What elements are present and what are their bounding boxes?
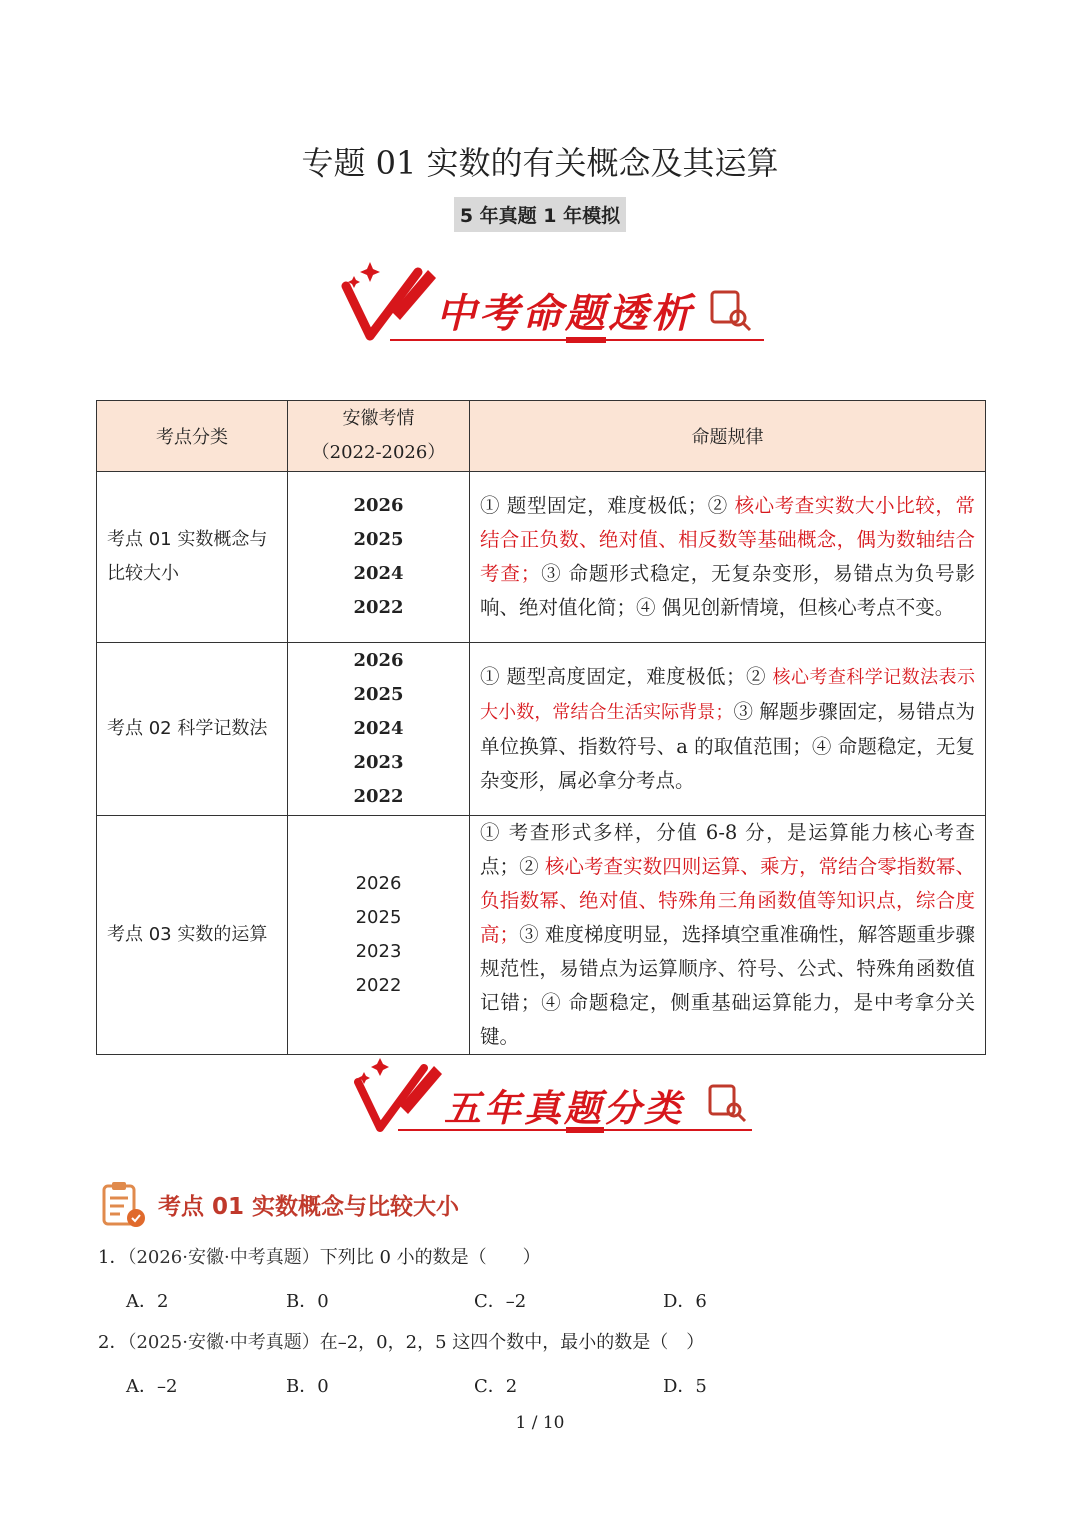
option-b: B．0 — [286, 1291, 329, 1312]
option-c: C．–2 — [474, 1291, 527, 1312]
header-category: 考点分类 — [97, 401, 288, 472]
question-1: 1．（2026·安徽·中考真题）下列比 0 小的数是（ ） — [98, 1247, 541, 1268]
analysis-banner — [340, 252, 770, 348]
category-cell: 考点 02 科学记数法 — [97, 643, 288, 816]
rule-cell: ① 题型固定，难度极低；② 核心考查实数大小比较，常结合正负数、绝对值、相反数等基础概念，偶为数轴结合考查；③ 命题形式稳定，无复杂变形，易错点为负号影响、绝对值化简；④ 偶见创新情境，但核心考点不变。 — [470, 472, 986, 643]
option-a: A．2 — [126, 1291, 169, 1312]
section-title: 考点 01 实数概念与比较大小 — [158, 1194, 460, 1220]
years-cell: 2026 2025 2023 2022 — [288, 816, 470, 1055]
table-row — [97, 816, 986, 1055]
rule-cell: ① 考查形式多样，分值 6-8 分，是运算能力核心考查点；② 核心考查实数四则运算、乘方，常结合零指数幂、负指数幂、绝对值、特殊角三角函数值等知识点，综合度高；③ 难度梯度明显，选择填空重准确性，解答题重步骤规范性，易错点为运算顺序、符号、公式、特殊角函数值记错；④ 命题稳定，侧重基础运算能力，是中考拿分关键。 — [470, 816, 986, 1055]
table-row — [97, 472, 986, 643]
option-d: D．6 — [663, 1291, 707, 1312]
option-b: B．0 — [286, 1376, 329, 1397]
page-number: 1 / 10 — [515, 1413, 565, 1433]
option-c: C．2 — [474, 1376, 518, 1397]
header-region: 安徽考情 （2022-2026） — [288, 401, 470, 472]
clipboard-icon — [100, 1180, 150, 1230]
classify-banner — [352, 1050, 762, 1140]
years-cell: 2026 2025 2024 2022 — [288, 472, 470, 643]
page-title: 专题 01 实数的有关概念及其运算 — [301, 144, 779, 182]
years-cell: 2026 2025 2024 2023 2022 — [288, 643, 470, 816]
analysis-table — [96, 400, 986, 1055]
page-subtitle: 5 年真题 1 年模拟 — [454, 197, 626, 232]
question-2: 2．（2025·安徽·中考真题）在–2，0，2，5 这四个数中，最小的数是（ ） — [98, 1332, 705, 1353]
option-d: D．5 — [663, 1376, 707, 1397]
category-cell: 考点 01 实数概念与 比较大小 — [97, 472, 288, 643]
table-row — [97, 643, 986, 816]
category-cell: 考点 03 实数的运算 — [97, 816, 288, 1055]
classify-banner-title: 五年真题分类 — [444, 1087, 684, 1130]
header-rule: 命题规律 — [470, 401, 986, 472]
option-a: A．–2 — [126, 1376, 178, 1397]
analysis-banner-title: 中考命题透析 — [436, 291, 694, 337]
rule-cell: ① 题型高度固定，难度极低；② 核心考查科学记数法表示大小数，常结合生活实际背景；③ 解题步骤固定，易错点为单位换算、指数符号、a 的取值范围；④ 命题稳定，无复杂变形，属必拿分考点。 — [470, 643, 986, 816]
